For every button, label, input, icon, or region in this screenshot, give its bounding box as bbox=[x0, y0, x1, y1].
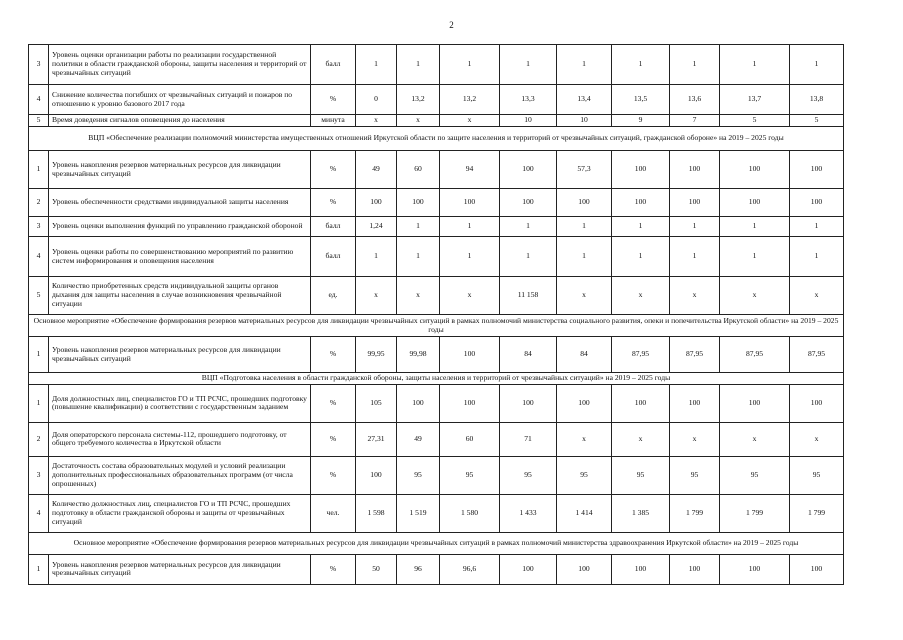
value-cell: 1 bbox=[612, 45, 670, 85]
indicator-name: Достаточность состава образовательных модулей и условий реализации дополнительных профессиональных образовательных программ (от числа опрошенных) bbox=[49, 456, 311, 494]
value-cell: 1 bbox=[500, 45, 557, 85]
value-cell: 1 bbox=[440, 217, 500, 237]
value-cell: 5 bbox=[720, 115, 790, 127]
row-number: 5 bbox=[29, 115, 49, 127]
value-cell: 100 bbox=[500, 189, 557, 217]
indicator-name: Уровень накопления резервов материальных ресурсов для ликвидации чрезвычайных ситуаций bbox=[49, 554, 311, 584]
value-cell: 71 bbox=[500, 422, 557, 456]
unit-cell: % bbox=[311, 189, 356, 217]
value-cell: 1,24 bbox=[356, 217, 397, 237]
section-title: ВЦП «Подготовка населения в области гражданской обороны, защиты населения и территорий от чрезвычайных ситуаций» на 2019 – 2025 годы bbox=[29, 373, 844, 385]
value-cell: 1 bbox=[670, 45, 720, 85]
value-cell: 84 bbox=[557, 337, 612, 373]
value-cell: 1 385 bbox=[612, 494, 670, 532]
row-number: 4 bbox=[29, 237, 49, 277]
indicator-name: Количество должностных лиц, специалистов ГО и ТП РСЧС, прошедших подготовку в области гражданской обороны и защиты от чрезвычайных ситуаций bbox=[49, 494, 311, 532]
value-cell: х bbox=[440, 277, 500, 315]
value-cell: 27,31 bbox=[356, 422, 397, 456]
table-row bbox=[29, 115, 844, 127]
value-cell: 1 bbox=[500, 217, 557, 237]
table-row bbox=[29, 45, 844, 85]
value-cell: 9 bbox=[612, 115, 670, 127]
value-cell: х bbox=[356, 277, 397, 315]
value-cell: 1 bbox=[397, 237, 440, 277]
value-cell: 1 799 bbox=[790, 494, 844, 532]
value-cell: х bbox=[557, 422, 612, 456]
table-row bbox=[29, 494, 844, 532]
value-cell: 1 799 bbox=[720, 494, 790, 532]
value-cell: 100 bbox=[670, 151, 720, 189]
value-cell: 1 519 bbox=[397, 494, 440, 532]
value-cell: 13,8 bbox=[790, 85, 844, 115]
indicator-name: Время доведения сигналов оповещения до населения bbox=[49, 115, 311, 127]
unit-cell: балл bbox=[311, 45, 356, 85]
value-cell: 95 bbox=[500, 456, 557, 494]
value-cell: 1 bbox=[670, 217, 720, 237]
value-cell: 105 bbox=[356, 384, 397, 422]
value-cell: 95 bbox=[397, 456, 440, 494]
value-cell: 84 bbox=[500, 337, 557, 373]
value-cell: 100 bbox=[356, 189, 397, 217]
table-row bbox=[29, 554, 844, 584]
value-cell: 1 bbox=[612, 237, 670, 277]
table-row bbox=[29, 456, 844, 494]
value-cell: х bbox=[790, 277, 844, 315]
row-number: 3 bbox=[29, 45, 49, 85]
indicator-name: Уровень накопления резервов материальных ресурсов для ликвидации чрезвычайных ситуаций bbox=[49, 337, 311, 373]
value-cell: 1 bbox=[440, 45, 500, 85]
indicator-name: Количество приобретенных средств индивидуальной защиты органов дыхания для защиты населения в случае возникновения чрезвычайной ситуации bbox=[49, 277, 311, 315]
value-cell: 87,95 bbox=[612, 337, 670, 373]
value-cell: 1 bbox=[440, 237, 500, 277]
table-body bbox=[29, 45, 844, 585]
value-cell: х bbox=[790, 422, 844, 456]
table-row bbox=[29, 337, 844, 373]
value-cell: 13,6 bbox=[670, 85, 720, 115]
value-cell: 94 bbox=[440, 151, 500, 189]
table-row bbox=[29, 217, 844, 237]
unit-cell: % bbox=[311, 85, 356, 115]
indicator-name: Уровень оценки работы по совершенствованию мероприятий по развитию систем информирования и оповещения населения bbox=[49, 237, 311, 277]
value-cell: х bbox=[670, 277, 720, 315]
value-cell: 100 bbox=[557, 189, 612, 217]
value-cell: х bbox=[612, 277, 670, 315]
row-number: 1 bbox=[29, 337, 49, 373]
value-cell: 100 bbox=[612, 384, 670, 422]
value-cell: 95 bbox=[720, 456, 790, 494]
value-cell: 95 bbox=[670, 456, 720, 494]
value-cell: 1 bbox=[670, 237, 720, 277]
value-cell: 11 158 bbox=[500, 277, 557, 315]
value-cell: 1 bbox=[557, 45, 612, 85]
row-number: 4 bbox=[29, 85, 49, 115]
value-cell: 1 bbox=[557, 237, 612, 277]
section-header-row bbox=[29, 373, 844, 385]
row-number: 2 bbox=[29, 189, 49, 217]
unit-cell: % bbox=[311, 151, 356, 189]
table-row bbox=[29, 237, 844, 277]
value-cell: 5 bbox=[790, 115, 844, 127]
value-cell: 100 bbox=[500, 151, 557, 189]
section-title: Основное мероприятие «Обеспечение формирования резервов материальных ресурсов для ликвидации чрезвычайных ситуаций в рамках полномочий министерства здравоохранения Иркутской области» на 2019 – 2025 годы bbox=[29, 532, 844, 554]
value-cell: 1 bbox=[720, 237, 790, 277]
value-cell: 100 bbox=[670, 554, 720, 584]
value-cell: 1 433 bbox=[500, 494, 557, 532]
value-cell: х bbox=[440, 115, 500, 127]
section-header-row bbox=[29, 532, 844, 554]
value-cell: х bbox=[356, 115, 397, 127]
value-cell: 87,95 bbox=[670, 337, 720, 373]
row-number: 2 bbox=[29, 422, 49, 456]
value-cell: 100 bbox=[397, 189, 440, 217]
indicator-name: Уровень накопления резервов материальных ресурсов для ликвидации чрезвычайных ситуаций bbox=[49, 151, 311, 189]
value-cell: 10 bbox=[557, 115, 612, 127]
page-number: 2 bbox=[449, 20, 454, 30]
value-cell: 13,3 bbox=[500, 85, 557, 115]
unit-cell: балл bbox=[311, 217, 356, 237]
row-number: 4 bbox=[29, 494, 49, 532]
unit-cell: чел. bbox=[311, 494, 356, 532]
unit-cell: % bbox=[311, 384, 356, 422]
value-cell: 100 bbox=[670, 384, 720, 422]
value-cell: 1 bbox=[790, 45, 844, 85]
unit-cell: минута bbox=[311, 115, 356, 127]
value-cell: 100 bbox=[612, 189, 670, 217]
value-cell: 1 bbox=[397, 217, 440, 237]
value-cell: 95 bbox=[440, 456, 500, 494]
row-number: 5 bbox=[29, 277, 49, 315]
value-cell: 1 bbox=[720, 45, 790, 85]
table-row bbox=[29, 277, 844, 315]
value-cell: 100 bbox=[612, 151, 670, 189]
value-cell: 7 bbox=[670, 115, 720, 127]
section-title: ВЦП «Обеспечение реализации полномочий министерства имущественных отношений Иркутской области по защите населения и территорий от чрезвычайных ситуаций, гражданской обороне» на 2019 – 2025 годы bbox=[29, 127, 844, 151]
row-number: 3 bbox=[29, 456, 49, 494]
value-cell: х bbox=[612, 422, 670, 456]
value-cell: 13,2 bbox=[397, 85, 440, 115]
value-cell: 99,95 bbox=[356, 337, 397, 373]
value-cell: 1 bbox=[356, 237, 397, 277]
value-cell: 100 bbox=[440, 384, 500, 422]
value-cell: 87,95 bbox=[720, 337, 790, 373]
value-cell: 100 bbox=[440, 337, 500, 373]
value-cell: 10 bbox=[500, 115, 557, 127]
indicator-name: Доля операторского персонала системы-112, прошедшего подготовку, от общего требуемого количества в Иркутской области bbox=[49, 422, 311, 456]
value-cell: 99,98 bbox=[397, 337, 440, 373]
table-row bbox=[29, 384, 844, 422]
row-number: 1 bbox=[29, 384, 49, 422]
value-cell: 100 bbox=[720, 189, 790, 217]
value-cell: 1 bbox=[720, 217, 790, 237]
value-cell: 13,5 bbox=[612, 85, 670, 115]
value-cell: 100 bbox=[557, 554, 612, 584]
value-cell: 100 bbox=[397, 384, 440, 422]
row-number: 1 bbox=[29, 151, 49, 189]
value-cell: 100 bbox=[720, 384, 790, 422]
value-cell: 95 bbox=[557, 456, 612, 494]
indicator-name: Уровень обеспеченности средствами индивидуальной защиты населения bbox=[49, 189, 311, 217]
indicator-name: Уровень оценки выполнения функций по управлению гражданской обороной bbox=[49, 217, 311, 237]
value-cell: х bbox=[397, 277, 440, 315]
unit-cell: % bbox=[311, 422, 356, 456]
value-cell: 100 bbox=[557, 384, 612, 422]
value-cell: 100 bbox=[500, 384, 557, 422]
value-cell: 100 bbox=[670, 189, 720, 217]
value-cell: х bbox=[397, 115, 440, 127]
unit-cell: % bbox=[311, 554, 356, 584]
row-number: 1 bbox=[29, 554, 49, 584]
table-row bbox=[29, 422, 844, 456]
value-cell: 57,3 bbox=[557, 151, 612, 189]
value-cell: 0 bbox=[356, 85, 397, 115]
unit-cell: балл bbox=[311, 237, 356, 277]
value-cell: 95 bbox=[790, 456, 844, 494]
value-cell: х bbox=[720, 422, 790, 456]
indicator-name: Уровень оценки организации работы по реализации государственной политики в области гражданской обороны, защиты населения и территорий от чрезвычайных ситуаций bbox=[49, 45, 311, 85]
unit-cell: % bbox=[311, 337, 356, 373]
value-cell: 100 bbox=[612, 554, 670, 584]
unit-cell: ед. bbox=[311, 277, 356, 315]
value-cell: 87,95 bbox=[790, 337, 844, 373]
table-row bbox=[29, 189, 844, 217]
value-cell: 1 bbox=[557, 217, 612, 237]
value-cell: 1 598 bbox=[356, 494, 397, 532]
value-cell: 1 414 bbox=[557, 494, 612, 532]
value-cell: 95 bbox=[612, 456, 670, 494]
value-cell: 1 bbox=[790, 237, 844, 277]
value-cell: х bbox=[720, 277, 790, 315]
section-header-row bbox=[29, 315, 844, 337]
value-cell: 1 bbox=[612, 217, 670, 237]
value-cell: 49 bbox=[356, 151, 397, 189]
value-cell: 13,7 bbox=[720, 85, 790, 115]
table-row bbox=[29, 151, 844, 189]
value-cell: 1 bbox=[356, 45, 397, 85]
value-cell: х bbox=[557, 277, 612, 315]
indicators-table bbox=[28, 44, 844, 585]
value-cell: 1 580 bbox=[440, 494, 500, 532]
value-cell: 100 bbox=[790, 189, 844, 217]
value-cell: 50 bbox=[356, 554, 397, 584]
value-cell: 49 bbox=[397, 422, 440, 456]
indicator-name: Снижение количества погибших от чрезвычайных ситуаций и пожаров по отношению к уровню базового 2017 года bbox=[49, 85, 311, 115]
value-cell: 100 bbox=[356, 456, 397, 494]
value-cell: х bbox=[670, 422, 720, 456]
value-cell: 1 bbox=[790, 217, 844, 237]
unit-cell: % bbox=[311, 456, 356, 494]
value-cell: 100 bbox=[790, 384, 844, 422]
value-cell: 96 bbox=[397, 554, 440, 584]
value-cell: 100 bbox=[790, 151, 844, 189]
value-cell: 1 bbox=[500, 237, 557, 277]
section-header-row bbox=[29, 127, 844, 151]
table-row bbox=[29, 85, 844, 115]
row-number: 3 bbox=[29, 217, 49, 237]
value-cell: 100 bbox=[790, 554, 844, 584]
value-cell: 100 bbox=[720, 554, 790, 584]
value-cell: 100 bbox=[720, 151, 790, 189]
value-cell: 13,2 bbox=[440, 85, 500, 115]
value-cell: 1 799 bbox=[670, 494, 720, 532]
value-cell: 100 bbox=[500, 554, 557, 584]
value-cell: 96,6 bbox=[440, 554, 500, 584]
value-cell: 1 bbox=[397, 45, 440, 85]
value-cell: 60 bbox=[440, 422, 500, 456]
indicator-name: Доля должностных лиц, специалистов ГО и ТП РСЧС, прошедших подготовку (повышение квалификации) в соответствии с государственным заданием bbox=[49, 384, 311, 422]
value-cell: 100 bbox=[440, 189, 500, 217]
value-cell: 60 bbox=[397, 151, 440, 189]
section-title: Основное мероприятие «Обеспечение формирования резервов материальных ресурсов для ликвидации чрезвычайных ситуаций в рамках полномочий министерства социального развития, опеки и попечительства Иркутской области» на 2019 – 2025 годы bbox=[29, 315, 844, 337]
value-cell: 13,4 bbox=[557, 85, 612, 115]
